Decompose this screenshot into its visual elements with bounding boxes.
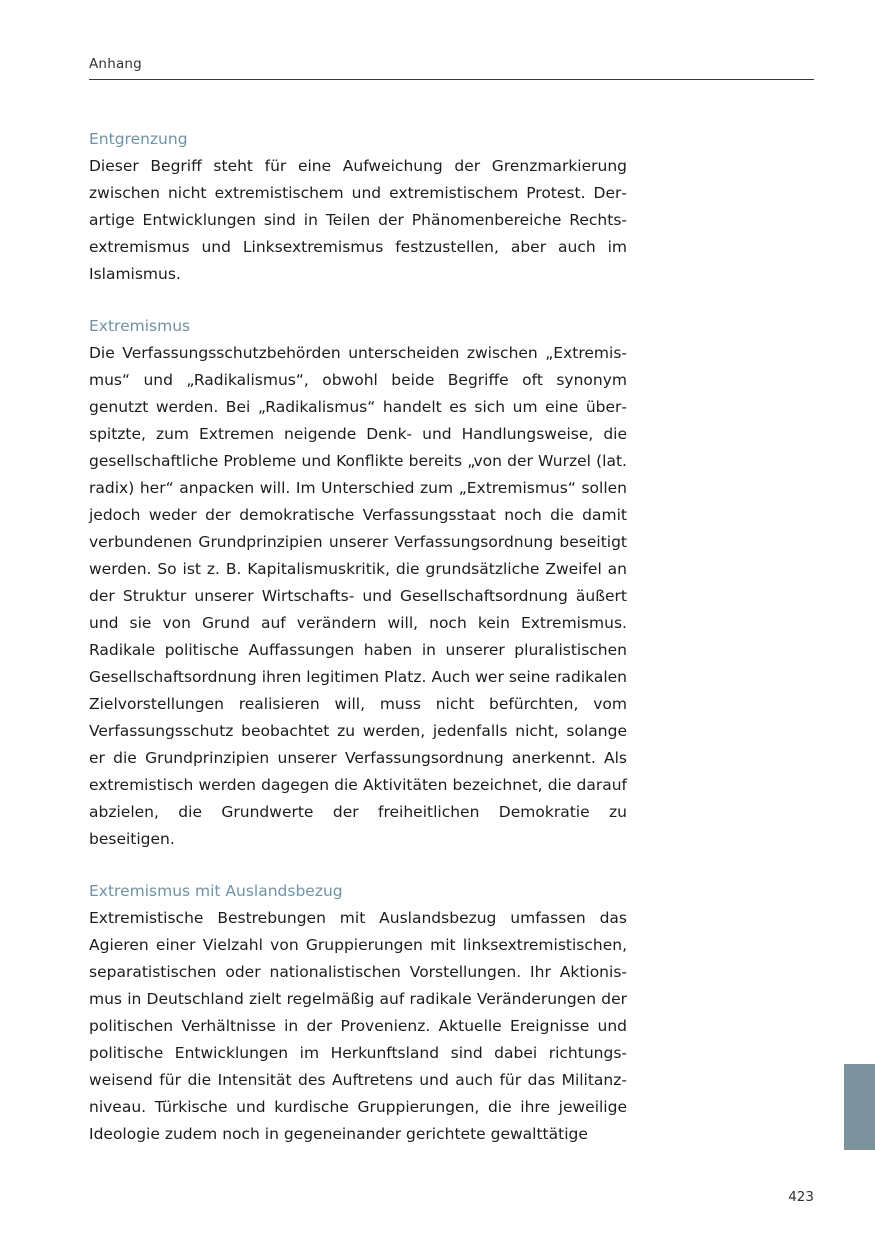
entry-heading: Entgrenzung <box>89 130 188 148</box>
glossary-content <box>89 126 627 1173</box>
page-number: 423 <box>788 1189 814 1205</box>
header-rule <box>89 79 814 80</box>
glossary-entry-entgrenzung <box>89 126 627 288</box>
entry-body: Dieser Begriff steht für eine Aufweichung der Grenzmarkierung zwischen nicht extremistischem und extremistischem Protest. Derartige Entwicklungen sind in Teilen der Phänomenbereiche Rechtsextremismus und Linksextremismus festzustellen, aber auch im Islamismus. <box>89 157 627 283</box>
entry-heading: Extremismus <box>89 317 191 335</box>
glossary-entry-extremismus <box>89 313 627 853</box>
entry-body: Extremistische Bestrebungen mit Auslandsbezug umfassen das Agieren einer Vielzahl von Gruppierungen mit linksextremistischen, separatistischen oder nationalistischen Vorstellungen. Ihr Aktionismus in Deutschland zielt regelmäßig auf radikale Veränderungen der politischen Verhältnisse in der Provenienz. Aktuelle Ereignisse und politische Entwicklungen im Herkunftsland sind dabei richtungsweisend für die Intensität des Auftretens und auch für das Militanzniveau. Türkische und kurdische Gruppierungen, die ihre jeweilige Ideologie zudem noch in gegeneinander gerichtete gewalttätige <box>89 909 627 1143</box>
running-head: Anhang <box>89 56 142 72</box>
entry-body: Die Verfassungsschutzbehörden unterscheiden zwischen „Extremismus“ und „Radikalismus“, obwohl beide Begriffe oft synonym genutzt werden. Bei „Radikalismus“ handelt es sich um eine überspitzte, zum Extremen neigende Denk- und Handlungsweise, die gesellschaftliche Probleme und Konflikte bereits „von der Wurzel (lat. radix) her“ anpacken will. Im Unterschied zum „Extremismus“ sollen jedoch weder der demokratische Verfassungsstaat noch die damit verbundenen Grundprinzipien unserer Verfassungsordnung beseitigt werden. So ist z. B. Kapitalismuskritik, die grundsätzliche Zweifel an der Struktur unserer Wirtschafts- und Gesellschaftsordnung äußert und sie von Grund auf verändern will, noch kein Extremismus. Radikale politische Auffassungen haben in unserer pluralistischen Gesellschaftsordnung ihren legitimen Platz. Auch wer seine radikalen Zielvorstellungen realisieren will, muss nicht befürchten, vom Verfassungsschutz beobachtet zu werden, jedenfalls nicht, solange er die Grundprinzipien unserer Verfassungsordnung anerkennt. Als extremistisch werden dagegen die Aktivitäten bezeichnet, die darauf abzielen, die Grundwerte der freiheitlichen Demokratie zu beseitigen. <box>89 344 627 848</box>
glossary-entry-extremismus-auslandsbezug <box>89 878 627 1148</box>
entry-heading: Extremismus mit Auslandsbezug <box>89 882 343 900</box>
chapter-thumb-tab <box>844 1064 875 1150</box>
